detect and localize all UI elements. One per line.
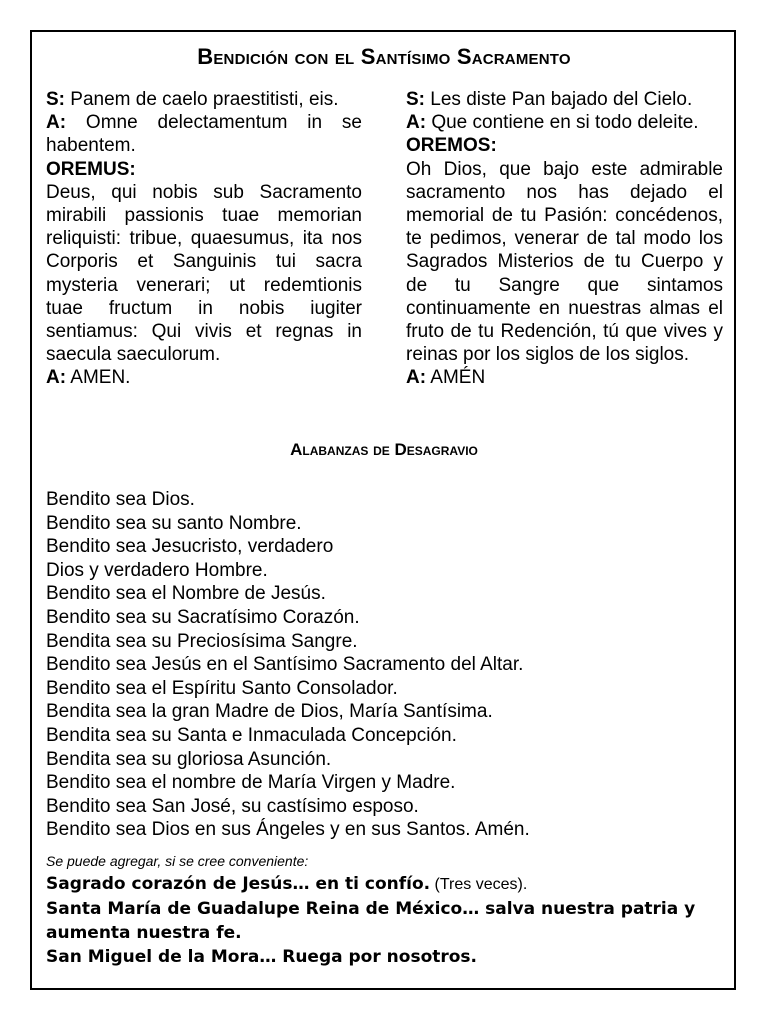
litany-line: Dios y verdadero Hombre. (46, 559, 268, 581)
spanish-s-line (406, 88, 723, 111)
optional-prayer-3: San Miguel de la Mora… Ruega por nosotros. (46, 947, 478, 967)
optional-prayer-1-suffix: (Tres veces). (430, 876, 528, 893)
latin-s-label: S: (46, 89, 65, 110)
litany-line: Bendita sea su Santa e Inmaculada Concepción. (46, 724, 457, 746)
spanish-s-label: S: (406, 89, 425, 110)
latin-a-line (46, 111, 362, 157)
litany-line: Bendito sea su Sacratísimo Corazón. (46, 606, 360, 628)
litany-line: Bendito sea Dios en sus Ángeles y en sus Santos. Amén. (46, 819, 530, 841)
spanish-prayer: Oh Dios, que bajo este admirable sacramento nos has dejado el memorial de tu Pasión: concédenos, te pedimos, venerar de tal modo los Sagrados Misterios de tu Cuerpo y de tu Sangre que sintamos continuamente en nuestras almas el fruto de tu Redención, tú que vives y reinas por los siglos de los siglos. (406, 158, 723, 366)
spanish-a-line (406, 111, 723, 134)
optional-prayers (46, 872, 726, 969)
latin-amen-line (46, 366, 362, 389)
litany-line: Bendito sea el nombre de María Virgen y Madre. (46, 772, 456, 794)
litany-line: Bendito sea Jesucristo, verdadero (46, 536, 334, 558)
spanish-s-text: Les diste Pan bajado del Cielo. (425, 89, 693, 110)
latin-amen-text: AMEN. (66, 367, 131, 389)
spanish-a-text: Que contiene en si todo deleite. (426, 112, 699, 134)
optional-prayer-2: Santa María de Guadalupe Reina de México… salva nuestra patria y aumenta nuestra fe. (46, 899, 696, 943)
spanish-column (406, 88, 723, 390)
litany-list (46, 488, 726, 842)
spanish-amen-label: A: (406, 367, 427, 389)
latin-s-line (46, 88, 362, 111)
litany-line: Bendito sea Dios. (46, 489, 195, 510)
latin-oremus-heading: OREMUS: (46, 158, 136, 180)
litany-line: Bendito sea su santo Nombre. (46, 512, 302, 534)
spanish-a-label: A: (406, 112, 427, 134)
latin-s-text: Panem de caelo praestitisti, eis. (65, 89, 339, 110)
spanish-amen-line (406, 366, 723, 389)
page-title: Bendición con el Santísimo Sacramento (197, 44, 571, 69)
litany-line: Bendito sea Jesús en el Santísimo Sacramento del Altar. (46, 654, 524, 676)
latin-a-label: A: (46, 112, 67, 134)
latin-amen-label: A: (46, 367, 67, 389)
latin-prayer: Deus, qui nobis sub Sacramento mirabili passionis tuae memorian reliquisti: tribue, quaesumus, ita nos Corporis et Sanguinis tui sacra mysteria venerari; ut redemtionis tuae fructum in nobis iugiter sentiamus: Qui vivis et regnas in saecula saeculorum. (46, 181, 362, 366)
litany-line: Bendita sea la gran Madre de Dios, María Santísima. (46, 701, 493, 723)
litany-line: Bendita sea su gloriosa Asunción. (46, 748, 332, 770)
latin-a-text: Omne delectamentum in se habentem. (46, 112, 362, 157)
spanish-amen-text: AMÉN (426, 367, 486, 389)
litany-line: Bendito sea el Espíritu Santo Consolador. (46, 677, 398, 699)
spanish-oremos-heading: OREMOS: (406, 135, 497, 157)
section-title: Alabanzas de Desagravio (290, 440, 478, 459)
latin-column (46, 88, 362, 390)
optional-note: Se puede agregar, si se cree conveniente: (46, 853, 309, 869)
optional-prayer-1-text: Sagrado corazón de Jesús… en ti confío. (46, 874, 431, 894)
optional-prayer-1 (46, 872, 726, 897)
litany-line: Bendito sea San José, su castísimo esposo. (46, 795, 419, 817)
litany-line: Bendito sea el Nombre de Jesús. (46, 583, 326, 605)
litany-line: Bendita sea su Preciosísima Sangre. (46, 630, 358, 652)
